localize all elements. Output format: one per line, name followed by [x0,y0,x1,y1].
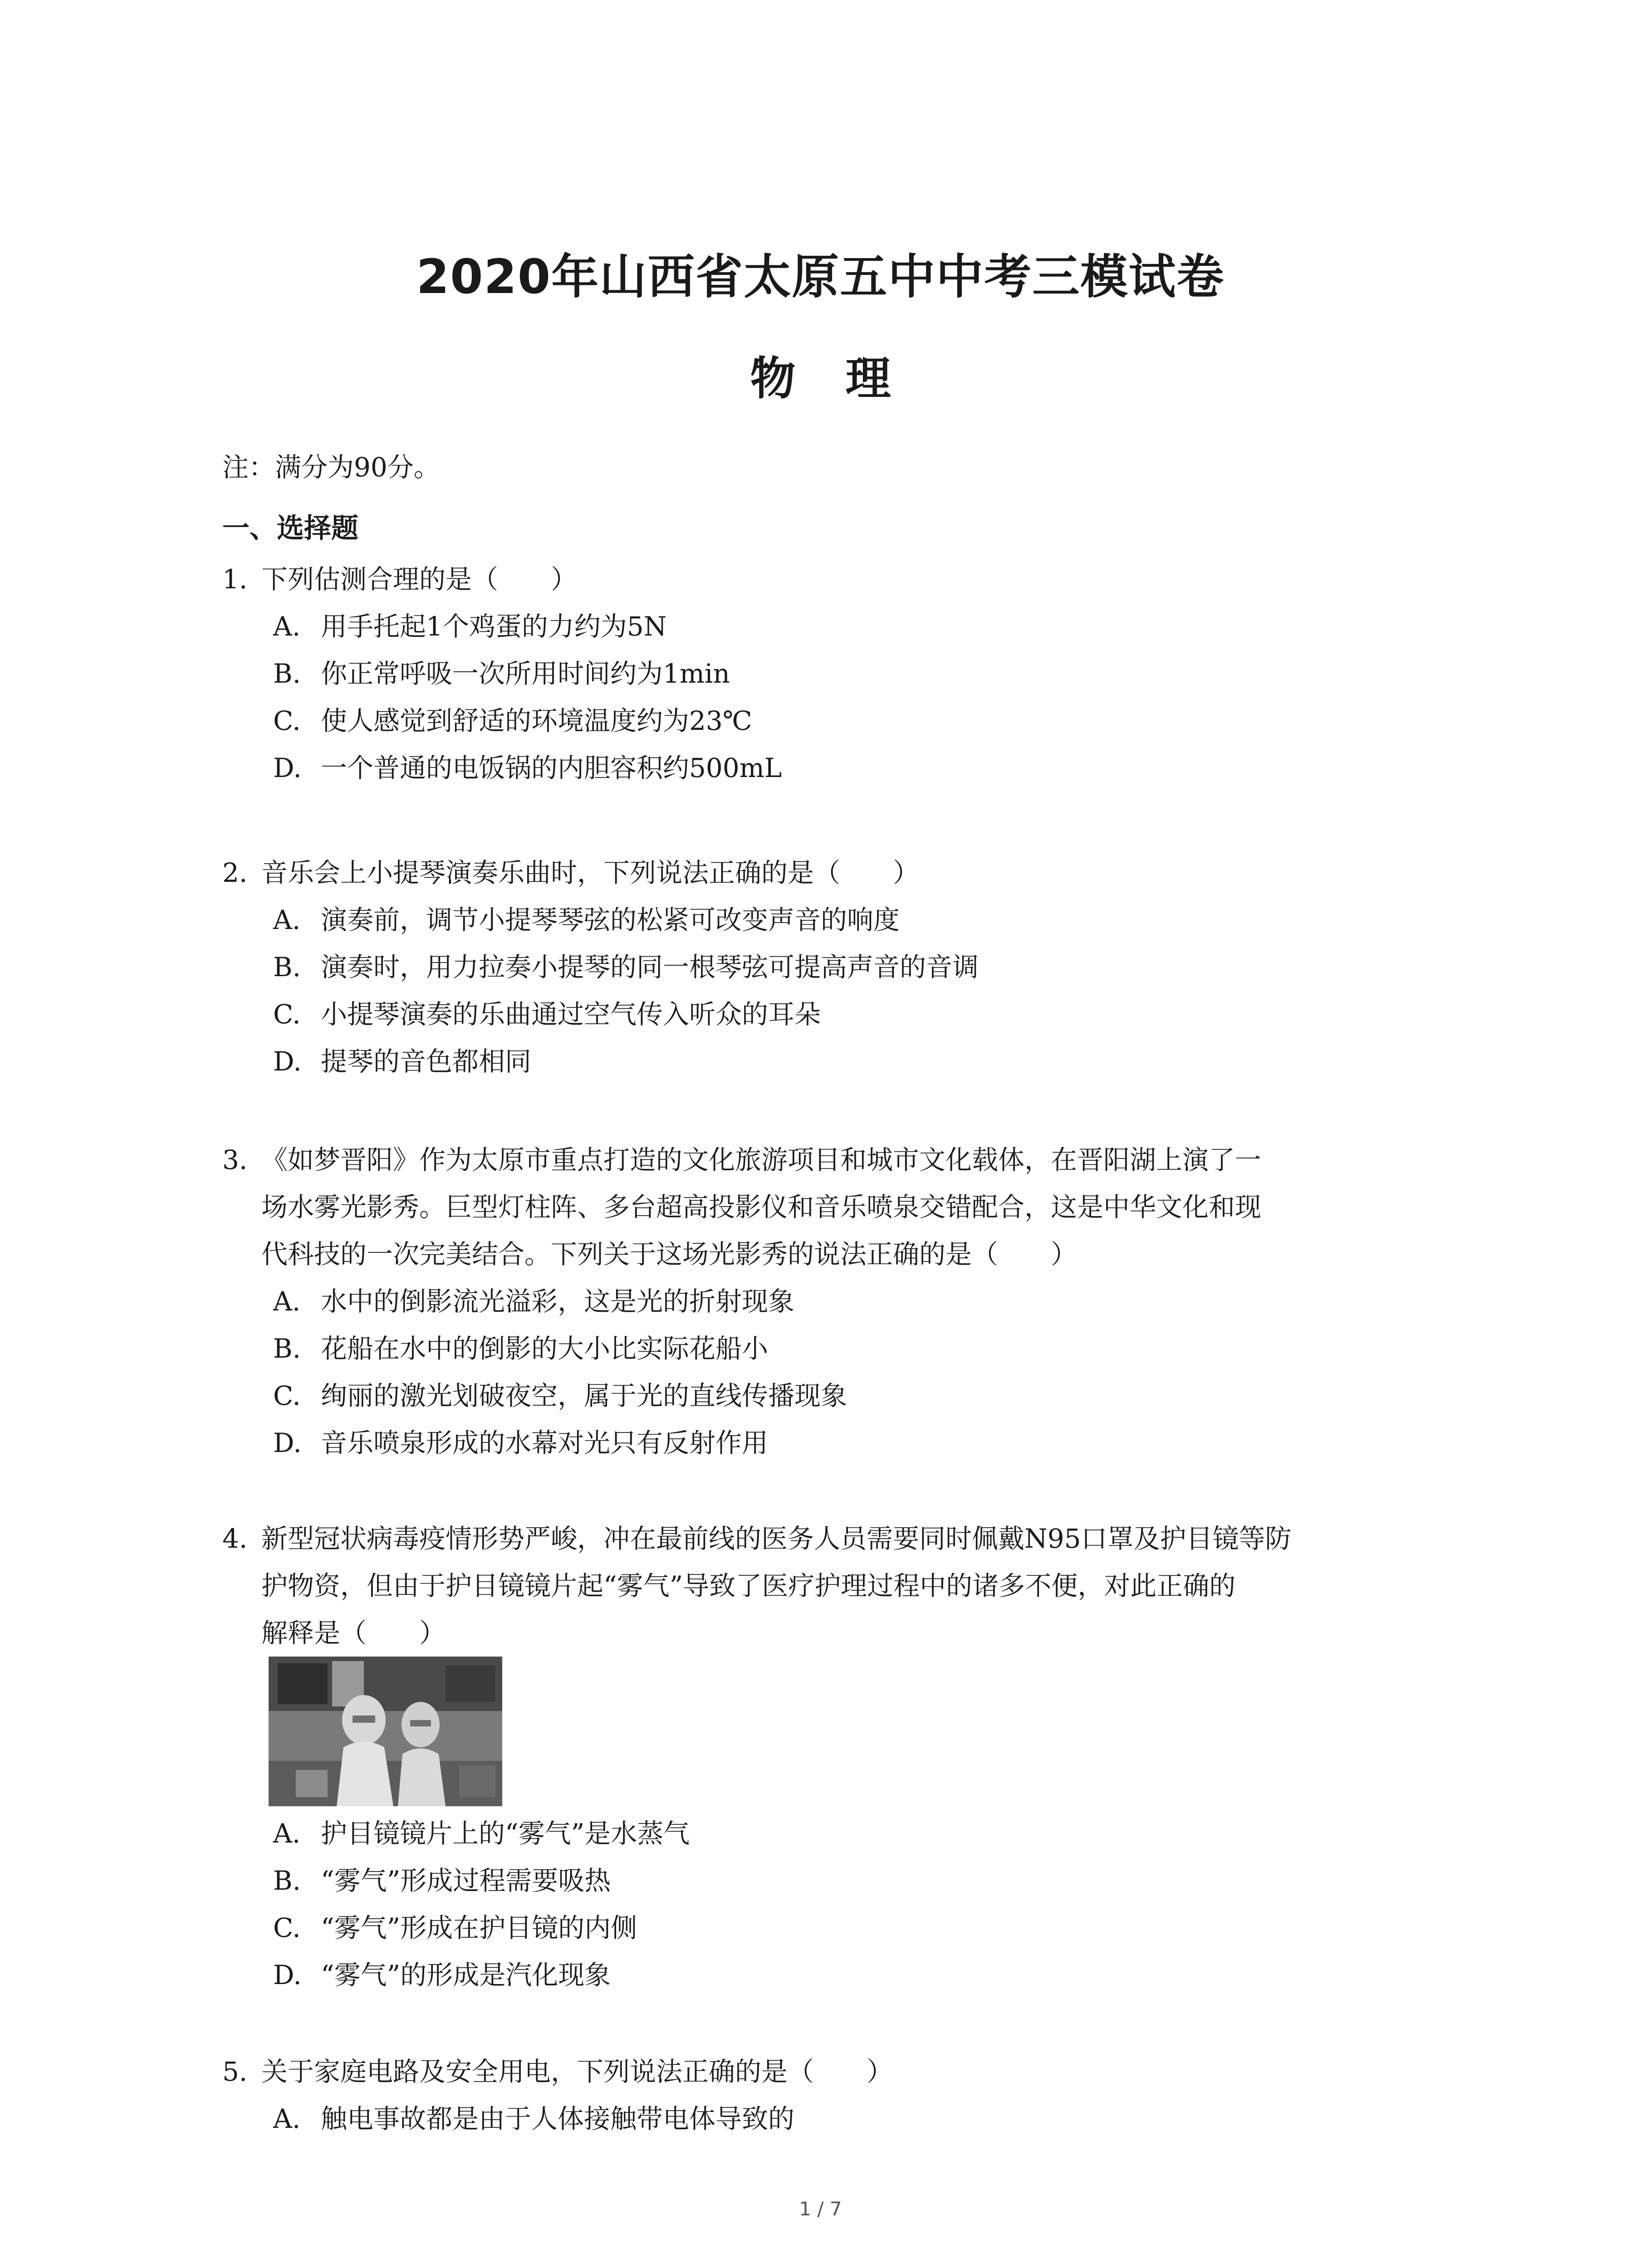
stem-line: 场水雾光影秀。巨型灯柱阵、多台超高投影仪和音乐喷泉交错配合，这是中华文化和现 [261,1192,1262,1222]
option-b: B. “雾气”形成过程需要吸热 [273,1857,1456,1904]
page-number: 1 / 7 [799,2198,842,2220]
option-d: D. “雾气”的形成是汽化现象 [273,1951,1456,1999]
option-a: A. 演奏前，调节小提琴琴弦的松紧可改变声音的响度 [273,896,1456,943]
question-2 [222,849,1456,1085]
stem-line: 《如梦晋阳》作为太原市重点打造的文化旅游项目和城市文化载体，在晋阳湖上演了一 [261,1144,1262,1175]
stem-line: 音乐会上小提琴演奏乐曲时，下列说法正确的是（ ） [261,857,920,888]
subject-char-1: 物 [750,352,796,405]
question-4 [222,1515,1456,1999]
stem-line: 护物资，但由于护目镜镜片起“雾气”导致了医疗护理过程中的诸多不便，对此正确的 [261,1570,1236,1601]
option-a: A. 水中的倒影流光溢彩，这是光的折射现象 [273,1278,1456,1325]
stem-line: 下列估测合理的是（ ） [261,564,578,595]
option-text: 用手托起1个鸡蛋的力约为5N [321,611,667,642]
option-text: 你正常呼吸一次所用时间约为1min [321,658,730,689]
question-number: 3. [222,1144,248,1175]
question-stem [222,1136,1456,1278]
option-text: 提琴的音色都相同 [321,1046,532,1077]
question-number: 4. [222,1523,248,1554]
question-number: 1. [222,564,248,595]
question-stem [222,849,1456,896]
option-d: D. 一个普通的电饭锅的内胆容积约500mL [273,744,1456,792]
option-text: 一个普通的电饭锅的内胆容积约500mL [321,753,782,783]
option-text: “雾气”的形成是汽化现象 [321,1960,611,1990]
option-d: D. 音乐喷泉形成的水幕对光只有反射作用 [273,1419,1456,1466]
option-text: 护目镜镜片上的“雾气”是水蒸气 [321,1818,690,1849]
option-b: B. 演奏时，用力拉奏小提琴的同一根琴弦可提高声音的音调 [273,943,1456,991]
option-text: “雾气”形成过程需要吸热 [321,1865,611,1896]
option-b: B. 你正常呼吸一次所用时间约为1min [273,650,1456,697]
question-stem [222,2048,1456,2095]
question-1 [222,556,1456,792]
question-stem [222,1515,1456,1657]
subject-char-2: 理 [845,352,891,405]
option-a: A. 护目镜镜片上的“雾气”是水蒸气 [273,1810,1456,1857]
question-number: 5. [222,2056,248,2087]
stem-line: 解释是（ ） [261,1618,446,1648]
exam-title: 2020年山西省太原五中中考三模试卷 [416,249,1225,304]
option-text: 绚丽的激光划破夜空，属于光的直线传播现象 [321,1380,847,1411]
question-number: 2. [222,857,248,888]
option-text: 演奏前，调节小提琴琴弦的松紧可改变声音的响度 [321,904,900,935]
photo-illustration [269,1657,502,1806]
option-text: 小提琴演奏的乐曲通过空气传入听众的耳朵 [321,999,821,1030]
option-a: A. 用手托起1个鸡蛋的力约为5N [273,603,1456,650]
option-text: 触电事故都是由于人体接触带电体导致的 [321,2103,795,2134]
subject-title [0,349,1641,408]
question-3 [222,1136,1456,1466]
option-b: B. 花船在水中的倒影的大小比实际花船小 [273,1325,1456,1372]
option-a: A. 触电事故都是由于人体接触带电体导致的 [273,2095,1456,2142]
option-text: 水中的倒影流光溢彩，这是光的折射现象 [321,1286,795,1317]
option-text: 音乐喷泉形成的水幕对光只有反射作用 [321,1427,769,1458]
question-stem [222,556,1456,603]
option-c: C. 使人感觉到舒适的环境温度约为23℃ [273,697,1456,744]
option-text: 花船在水中的倒影的大小比实际花船小 [321,1333,769,1364]
option-text: 使人感觉到舒适的环境温度约为23℃ [321,705,752,736]
stem-line: 关于家庭电路及安全用电，下列说法正确的是（ ） [261,2056,893,2087]
option-c: C. “雾气”形成在护目镜的内侧 [273,1904,1456,1951]
option-text: 演奏时，用力拉奏小提琴的同一根琴弦可提高声音的音调 [321,952,979,982]
question-5 [222,2048,1456,2142]
section-heading: 一、选择题 [222,513,358,544]
stem-line: 代科技的一次完美结合。下列关于这场光影秀的说法正确的是（ ） [261,1239,1078,1270]
medical-staff-photo [269,1657,502,1806]
option-c: C. 绚丽的激光划破夜空，属于光的直线传播现象 [273,1372,1456,1419]
option-text: “雾气”形成在护目镜的内侧 [321,1912,637,1943]
score-note: 注：满分为90分。 [222,452,440,483]
option-d: D. 提琴的音色都相同 [273,1038,1456,1085]
stem-line: 新型冠状病毒疫情形势严峻，冲在最前线的医务人员需要同时佩戴N95口罩及护目镜等防 [261,1523,1292,1554]
option-c: C. 小提琴演奏的乐曲通过空气传入听众的耳朵 [273,991,1456,1038]
